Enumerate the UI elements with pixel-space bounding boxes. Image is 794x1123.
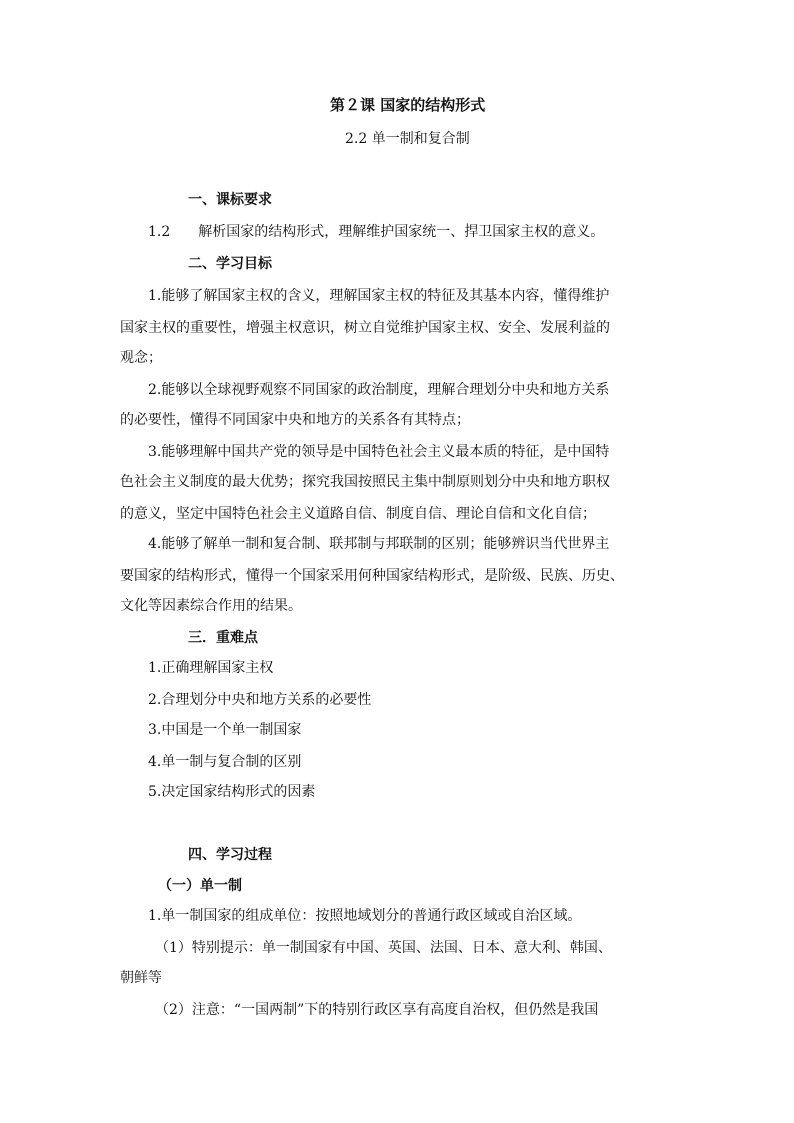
goal-2-line-1: 2.能够以全球视野观察不同国家的政治制度，理解合理划分中央和地方关系 [148, 382, 610, 398]
key-point-1: 1.正确理解国家主权 [148, 660, 274, 676]
goal-4-line-2: 要国家的结构形式，懂得一个国家采用何种国家结构形式，是阶级、民族、历史、 [120, 568, 624, 584]
process-para-3: （2）注意：“一国两制”下的特别行政区享有高度自治权，但仍然是我国 [155, 1002, 599, 1018]
key-point-2: 2.合理划分中央和地方关系的必要性 [148, 692, 372, 708]
key-point-5: 5.决定国家结构形式的因素 [148, 784, 316, 800]
section-heading-4: 四、学习过程 [188, 847, 272, 863]
goal-1-line-1: 1.能够了解国家主权的含义，理解国家主权的特征及其基本内容，懂得维护 [148, 288, 610, 304]
doc-subtitle: 2.2 单一制和复合制 [345, 131, 470, 147]
goal-3-line-2: 色社会主义制度的最大优势；探究我国按照民主集中制原则划分中央和地方职权 [120, 474, 610, 490]
section-heading-1: 一、课标要求 [188, 192, 272, 208]
goal-4-line-1: 4.能够了解单一制和复合制、联邦制与邦联制的区别；能够辨识当代世界主 [148, 536, 610, 552]
key-point-3: 3.中国是一个单一制国家 [148, 722, 302, 738]
doc-title: 第２课 国家的结构形式 [330, 96, 486, 114]
goal-2-line-2: 的必要性，懂得不同国家中央和地方的关系各有其特点； [120, 412, 470, 428]
section-heading-3: 三．重难点 [188, 630, 258, 646]
process-para-2-line-2: 朝鲜等 [120, 970, 162, 986]
process-para-1: 1.单一制国家的组成单位：按照地域划分的普通行政区域或自治区域。 [148, 908, 582, 924]
goal-1-line-3: 观念； [120, 350, 162, 366]
key-point-4: 4.单一制与复合制的区别 [148, 754, 302, 770]
section-heading-2: 二、学习目标 [188, 256, 272, 272]
goal-1-line-2: 国家主权的重要性，增强主权意识，树立自觉维护国家主权、安全、发展利益的 [120, 320, 610, 336]
process-para-2-line-1: （1）特别提示：单一制国家有中国、英国、法国、日本、意大利、韩国、 [155, 940, 612, 956]
standard-requirement: 1.2 解析国家的结构形式，理解维护国家统一、捍卫国家主权的意义。 [148, 224, 605, 240]
goal-3-line-3: 的意义，坚定中国特色社会主义道路自信、制度自信、理论自信和文化自信； [120, 506, 596, 522]
goal-3-line-1: 3.能够理解中国共产党的领导是中国特色社会主义最本质的特征，是中国特 [148, 444, 610, 460]
subsection-heading-1: （一）单一制 [158, 878, 242, 894]
goal-4-line-3: 文化等因素综合作用的结果。 [120, 598, 302, 614]
